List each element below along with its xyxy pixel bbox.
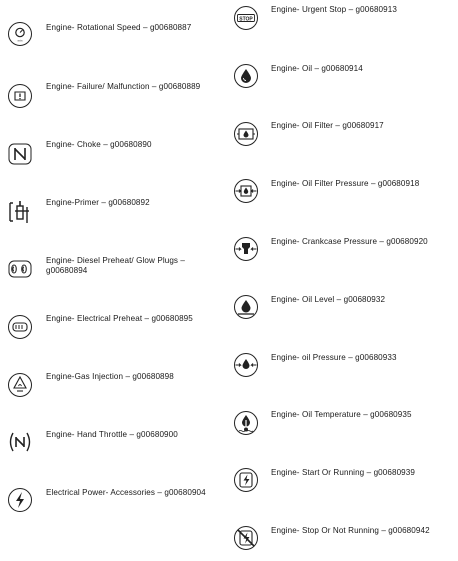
oil-level-icon bbox=[233, 294, 259, 320]
choke-icon bbox=[7, 141, 33, 167]
item-label: Engine- Oil Temperature – g00680935 bbox=[271, 410, 412, 419]
oil-filter-icon bbox=[233, 121, 259, 147]
item-label: Engine- Hand Throttle – g00680900 bbox=[46, 430, 178, 439]
oil-pressure-icon bbox=[233, 352, 259, 378]
stop-icon-text: STOP bbox=[239, 16, 253, 23]
glow-plug-icon bbox=[7, 256, 33, 282]
urgent-stop-icon bbox=[233, 5, 259, 31]
oil-filter-pressure-icon bbox=[233, 178, 259, 204]
item-label: Engine- Crankcase Pressure – g00680920 bbox=[271, 237, 428, 246]
svg-text:min: min bbox=[17, 38, 23, 43]
item-label: Engine- Urgent Stop – g00680913 bbox=[271, 5, 397, 14]
item-label: Engine- Diesel Preheat/ Glow Plugs – g00680894 bbox=[46, 256, 186, 275]
item-label: Engine- oil Pressure – g00680933 bbox=[271, 353, 397, 362]
item-label: Engine-Primer – g00680892 bbox=[46, 198, 150, 207]
electrical-power-icon bbox=[7, 487, 33, 513]
item-label: Engine- Oil Filter Pressure – g00680918 bbox=[271, 179, 420, 188]
crankcase-pressure-icon bbox=[233, 236, 259, 262]
start-running-icon bbox=[233, 467, 259, 493]
primer-icon bbox=[7, 199, 33, 225]
item-label: Engine- Oil – g00680914 bbox=[271, 64, 363, 73]
electrical-preheat-icon bbox=[7, 314, 33, 340]
stop-not-running-icon bbox=[233, 525, 259, 551]
item-label: Engine- Choke – g00680890 bbox=[46, 140, 152, 149]
item-label: Engine- Stop Or Not Running – g00680942 bbox=[271, 526, 430, 535]
item-label: Engine- Rotational Speed – g00680887 bbox=[46, 23, 192, 32]
oil-temperature-icon bbox=[233, 410, 259, 436]
item-label: Engine- Failure/ Malfunction – g00680889 bbox=[46, 82, 201, 91]
item-label: Electrical Power- Accessories – g00680904 bbox=[46, 488, 206, 497]
rotational-speed-icon bbox=[7, 21, 33, 47]
item-label: Engine- Oil Filter – g00680917 bbox=[271, 121, 384, 130]
hand-throttle-icon bbox=[7, 429, 33, 455]
gas-injection-icon bbox=[7, 372, 33, 398]
failure-malfunction-icon bbox=[7, 83, 33, 109]
item-label: Engine- Start Or Running – g00680939 bbox=[271, 468, 415, 477]
item-label: Engine- Electrical Preheat – g00680895 bbox=[46, 314, 193, 323]
item-label: Engine-Gas Injection – g00680898 bbox=[46, 372, 174, 381]
item-label: Engine- Oil Level – g00680932 bbox=[271, 295, 386, 304]
oil-icon bbox=[233, 63, 259, 89]
